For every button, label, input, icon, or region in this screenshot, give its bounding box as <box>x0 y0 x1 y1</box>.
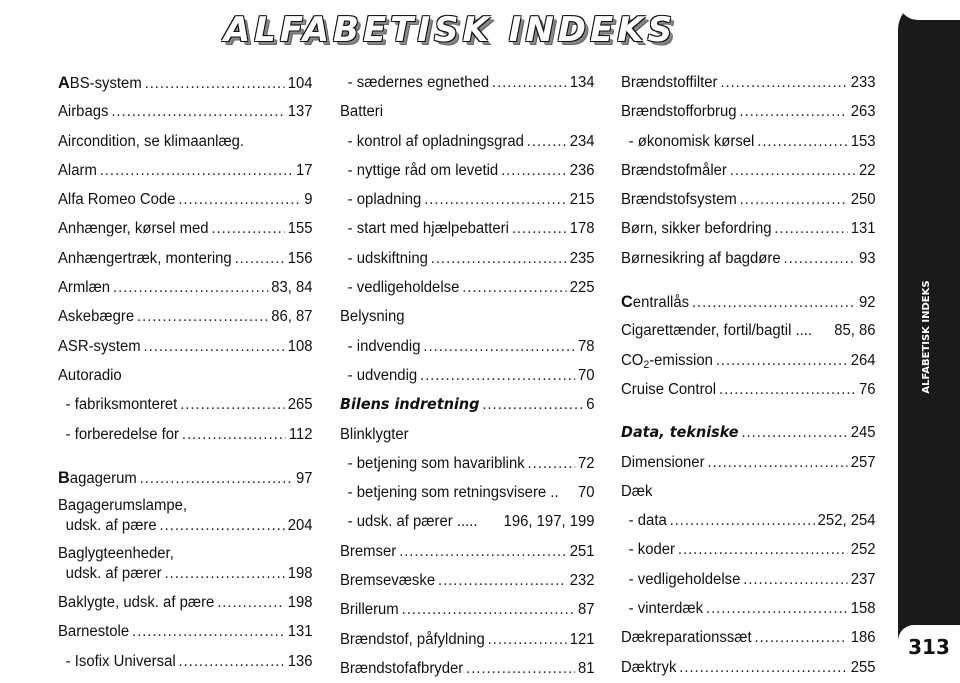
index-entry: Anhænger, kørsel med ..... 155 <box>58 214 313 243</box>
index-entry: Bilens indretning ..... 6 <box>340 390 595 419</box>
index-entry: Brændstoffilter ..... 233 <box>621 68 876 97</box>
index-entry: Brændstof, påfyldning ..... 121 <box>340 625 595 654</box>
index-entry: Airbags ..... 137 <box>58 97 313 126</box>
index-entry: - fabriksmonteret ..... 265 <box>58 390 313 419</box>
index-entry: - Isofix Universal ..... 136 <box>58 647 313 676</box>
index-entry: - udskiftning ..... 235 <box>340 244 595 273</box>
index-entry: Brændstofsystem ..... 250 <box>621 185 876 214</box>
index-entry: - kontrol af opladningsgrad ..... 234 <box>340 127 595 156</box>
index-entry: - nyttige råd om levetid ..... 236 <box>340 156 595 185</box>
index-entry: Cruise Control ..... 76 <box>621 375 876 404</box>
index-entry: Bagagerumslampe, udsk. af pære ..... 204 <box>58 492 313 540</box>
index-entry: CO2-emission ..... 264 <box>621 346 876 375</box>
index-entry: - data ..... 252, 254 <box>621 506 876 535</box>
index-entry: - start med hjælpebatteri ..... 178 <box>340 214 595 243</box>
index-entry: Baglygteenheder, udsk. af pærer ..... 198 <box>58 540 313 588</box>
index-entry: - vedligeholdelse ..... 225 <box>340 273 595 302</box>
page-number: 313 <box>898 625 960 669</box>
index-entry: Bremsevæske ..... 232 <box>340 566 595 595</box>
index-entry: - økonomisk kørsel ..... 153 <box>621 127 876 156</box>
index-entry: Armlæn ..... 83, 84 <box>58 273 313 302</box>
index-entry: - udvendig ..... 70 <box>340 361 595 390</box>
index-entry: - indvendig ..... 78 <box>340 332 595 361</box>
index-entry: Aircondition, se klimaanlæg. <box>58 132 245 150</box>
index-entry: Brillerum ..... 87 <box>340 595 595 624</box>
index-entry: Børn, sikker befordring ..... 131 <box>621 214 876 243</box>
index-entry: Barnestole ..... 131 <box>58 617 313 646</box>
index-entry: - betjening som havariblink ..... 72 <box>340 449 595 478</box>
index-entry: Autoradio <box>58 366 122 384</box>
index-entry: Bremser ..... 251 <box>340 537 595 566</box>
index-entry: Alarm ..... 17 <box>58 156 313 185</box>
index-entry: Dæk <box>621 482 653 500</box>
index-entry: Askebægre ..... 86, 87 <box>58 302 313 331</box>
section-tab-label: ALFABETISK INDEKS <box>921 280 932 394</box>
index-entry: Børnesikring af bagdøre ..... 93 <box>621 244 876 273</box>
index-entry: Brændstofmåler ..... 22 <box>621 156 876 185</box>
index-entry: - sædernes egnethed ..... 134 <box>340 68 595 97</box>
index-column-2 <box>340 68 595 683</box>
index-entry: Dimensioner ..... 257 <box>621 448 876 477</box>
index-entry: Batteri <box>340 103 384 121</box>
index-entry: Dækreparationssæt ..... 186 <box>621 623 876 652</box>
index-entry: Brændstofforbrug ..... 263 <box>621 97 876 126</box>
index-entry: Cigarettænder, fortil/bagtil .... 85, 86 <box>621 322 876 340</box>
index-entry: Brændstofafbryder ..... 81 <box>340 654 595 683</box>
index-entry: Anhængertræk, montering ..... 156 <box>58 244 313 273</box>
index-entry: Dæktryk ..... 255 <box>621 653 876 682</box>
index-entry: Belysning <box>340 308 405 326</box>
index-entry: - udsk. af pærer ..... 196, 197, 199 <box>347 513 595 531</box>
index-entry: Bagagerum ..... 97 <box>58 463 313 492</box>
index-entry: Baklygte, udsk. af pære ..... 198 <box>58 588 313 617</box>
index-entry: - koder ..... 252 <box>621 535 876 564</box>
index-entry: Alfa Romeo Code ..... 9 <box>58 185 313 214</box>
page-title: ALFABETISK INDEKS <box>223 10 677 50</box>
index-entry: - vedligeholdelse ..... 237 <box>621 565 876 594</box>
index-entry: - forberedelse for ..... 112 <box>58 420 313 449</box>
index-column-1 <box>58 68 313 676</box>
index-entry: ASR-system ..... 108 <box>58 332 313 361</box>
index-column-3 <box>621 68 876 682</box>
index-entry: Centrallås ..... 92 <box>621 287 876 316</box>
index-entry: - opladning ..... 215 <box>340 185 595 214</box>
index-entry: - betjening som retningsvisere .. 70 <box>347 484 595 502</box>
tab-corner <box>898 0 960 20</box>
index-entry: - vinterdæk ..... 158 <box>621 594 876 623</box>
index-entry: ABS-system ..... 104 <box>58 68 313 97</box>
index-entry: Data, tekniske ..... 245 <box>621 418 876 447</box>
index-entry: Blinklygter <box>340 425 409 443</box>
